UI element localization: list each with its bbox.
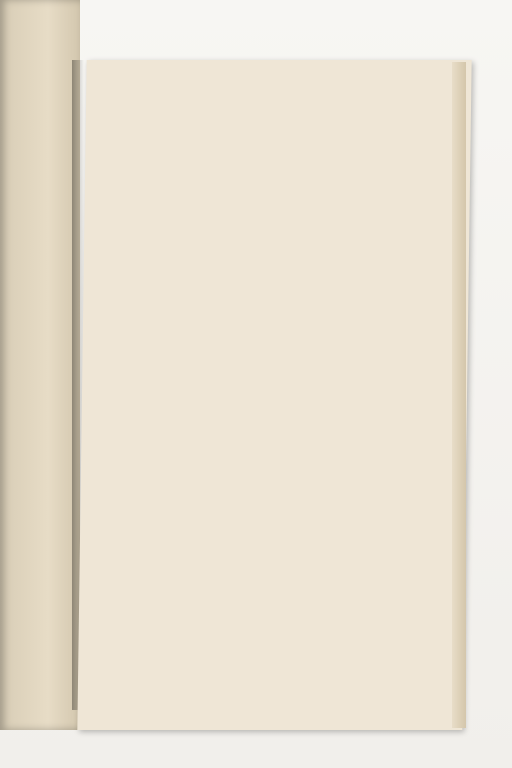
right-page — [77, 60, 471, 730]
left-page — [0, 0, 80, 730]
page-edge — [452, 62, 466, 728]
